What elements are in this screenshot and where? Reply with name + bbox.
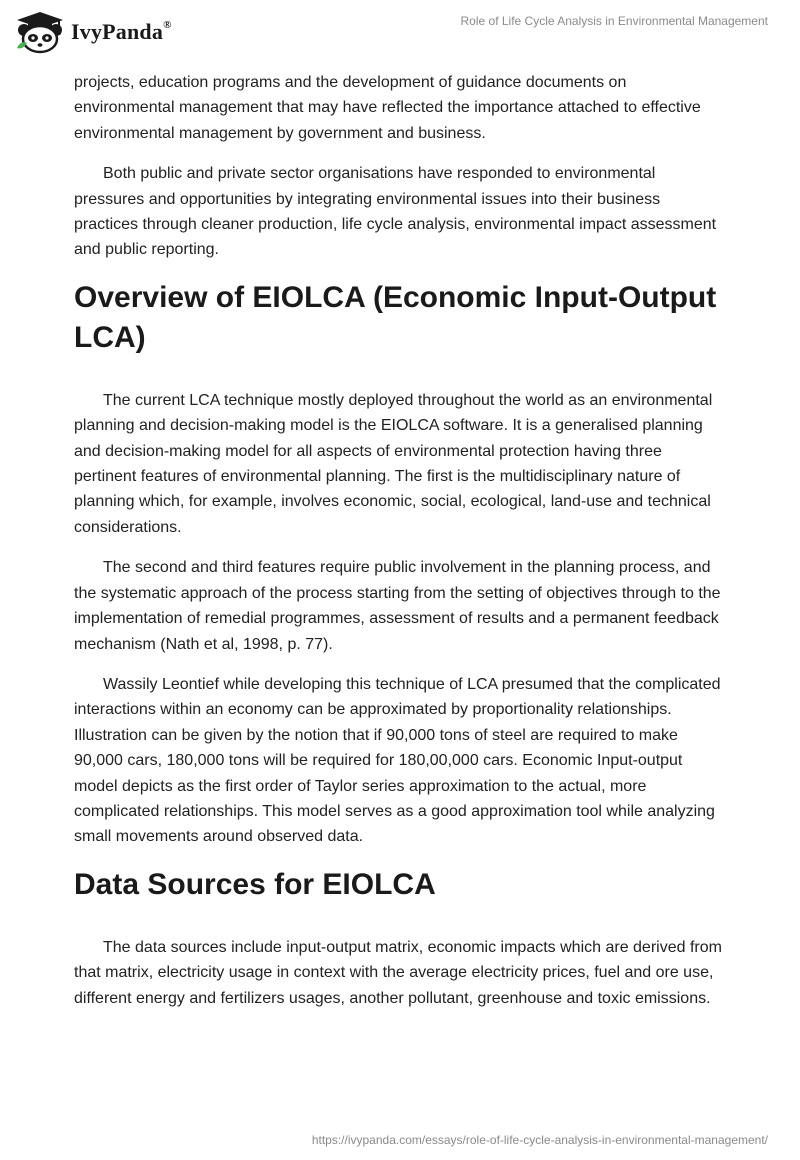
- paragraph-2: Both public and private sector organisations have responded to environmental pressures and opportunities by integrating environmental issues into their business practices through cleaner production, life cycle analysis, environmental impact assessment and public reporting.: [74, 165, 717, 259]
- paragraph-3: The current LCA technique mostly deployed throughout the world as an environmental planning and decision-making model is the EIOLCA software. It is a generalised planning and decision-making model for all aspects of environmental protection having three pertinent features of environmental planning. The first is the multidisciplinary nature of planning which, for example, involves economic, social, ecological, land-use and technical considerations.: [74, 391, 713, 536]
- article-body: [74, 70, 724, 1026]
- document-title: Role of Life Cycle Analysis in Environmental Management: [460, 14, 768, 28]
- source-url[interactable]: https://ivypanda.com/essays/role-of-life-cycle-analysis-in-environmental-management/: [311, 1133, 768, 1147]
- panda-graduation-icon: [15, 10, 65, 54]
- paragraph-6: The data sources include input-output matrix, economic impacts which are derived from that matrix, electricity usage in context with the average electricity prices, fuel and ore use, different energy and fertilizers usages, another pollutant, greenhouse and toxic emissions.: [74, 938, 722, 1007]
- paragraph-5: Wassily Leontief while developing this technique of LCA presumed that the complicated interactions within an economy can be approximated by proportionality relationships. Illustration can be given by the notion that if 90,000 tons of steel are required to make 90,000 cars, 180,000 tons will be required for 180,00,000 cars. Economic Input-output model depicts as the first order of Taylor series approximation to the actual, more complicated relationships. This model serves as a good approximation tool while analyzing small movements around observed data.: [74, 675, 721, 846]
- page-header: [0, 0, 800, 70]
- heading-data-sources: Data Sources for EIOLCA: [74, 867, 436, 901]
- heading-overview-eiolca: Overview of EIOLCA (Economic Input-Output LCA): [74, 280, 717, 354]
- brand-name: IvyPanda®: [71, 18, 172, 44]
- paragraph-1: projects, education programs and the development of guidance documents on environmental management that may have reflected the importance attached to effective environmental management by government and business.: [74, 74, 701, 142]
- paragraph-4: The second and third features require public involvement in the planning process, and the systematic approach of the process starting from the setting of objectives through to the implementation of remedial programmes, assessment of results and a permanent feedback mechanism (Nath et al, 1998, p. 77).: [74, 559, 721, 653]
- ivypanda-logo[interactable]: [15, 10, 172, 54]
